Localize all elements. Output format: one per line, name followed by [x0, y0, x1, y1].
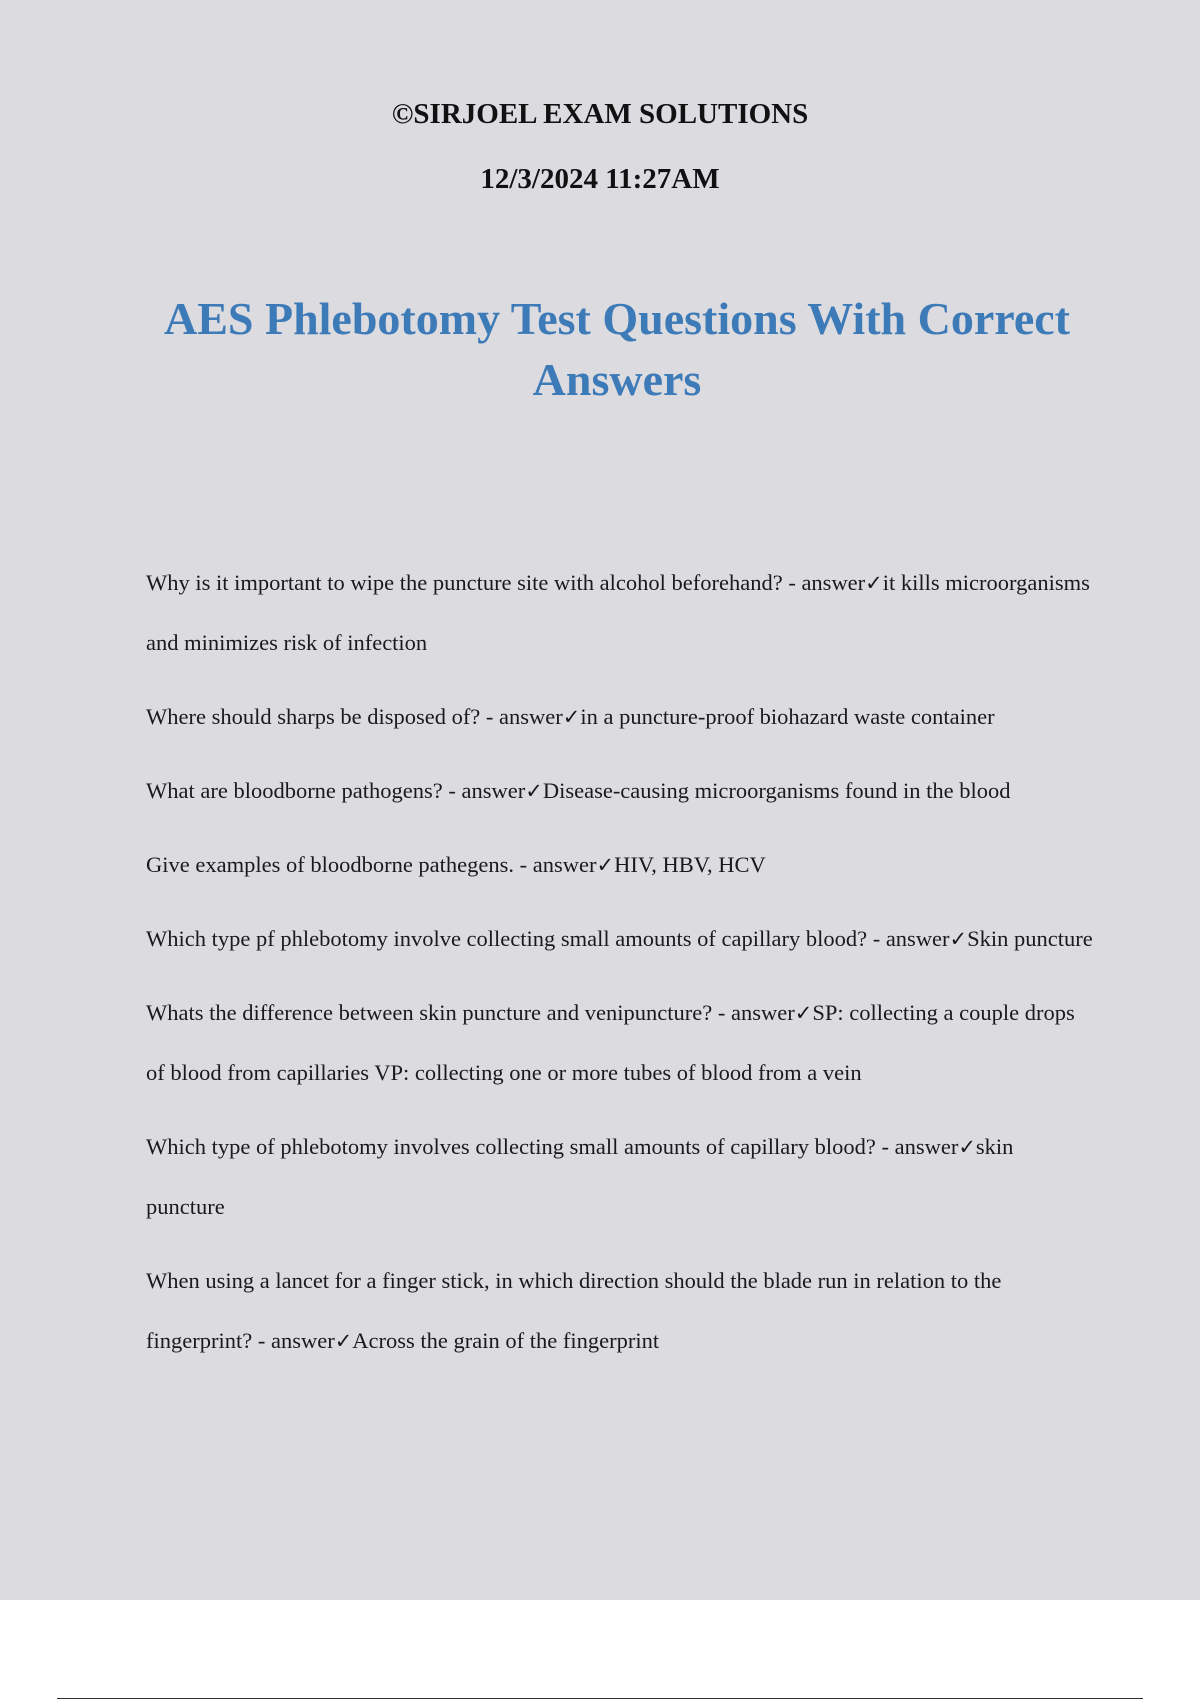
document-title: AES Phlebotomy Test Questions With Correct Answers: [163, 293, 1070, 405]
checkmark-icon: ✓: [334, 1329, 353, 1353]
checkmark-icon: ✓: [865, 571, 883, 595]
qa-item: [146, 909, 1096, 969]
qa-item: [146, 1251, 1096, 1371]
answer-text: HIV, HBV, HCV: [614, 852, 766, 877]
qa-item: [146, 983, 1096, 1103]
qa-item: [146, 553, 1096, 673]
checkmark-icon: ✓: [596, 853, 615, 877]
question-text: Which type of phlebotomy involves collecting small amounts of capillary blood?: [146, 1134, 876, 1159]
qa-item: [146, 687, 1096, 747]
document-timestamp: 12/3/2024 11:27AM: [480, 163, 720, 195]
answer-separator: - answer: [252, 1328, 335, 1353]
checkmark-icon: ✓: [794, 1001, 813, 1025]
answer-text: skin puncture: [146, 1134, 1014, 1219]
question-text: What are bloodborne pathogens?: [146, 778, 443, 803]
answer-separator: - answer: [480, 704, 563, 729]
checkmark-icon: ✓: [949, 927, 968, 951]
answer-text: in a puncture-proof biohazard waste container: [580, 704, 995, 729]
question-text: Give examples of bloodborne pathegens.: [146, 852, 515, 877]
qa-list: [146, 553, 1096, 1371]
answer-separator: - answer: [782, 570, 866, 595]
answer-separator: - answer: [514, 852, 597, 877]
question-text: Whats the difference between skin puncture and venipuncture?: [146, 1000, 713, 1025]
checkmark-icon: ✓: [525, 779, 543, 803]
qa-item: [146, 1117, 1096, 1237]
qa-item: [146, 761, 1096, 821]
answer-text: Across the grain of the fingerprint: [352, 1328, 660, 1353]
question-text: Which type pf phlebotomy involve collecting small amounts of capillary blood?: [146, 926, 868, 951]
question-text: Why is it important to wipe the puncture site with alcohol beforehand?: [146, 570, 783, 595]
answer-separator: - answer: [712, 1000, 795, 1025]
answer-separator: - answer: [867, 926, 950, 951]
question-text: Where should sharps be disposed of?: [146, 704, 481, 729]
answer-separator: - answer: [875, 1134, 959, 1159]
page-divider: [57, 1698, 1143, 1699]
checkmark-icon: ✓: [958, 1135, 976, 1159]
next-page-strip: [0, 1600, 1200, 1700]
answer-text: SP: collecting a couple drops of blood from capillaries VP: collecting one or more tubes of blood from a vein: [146, 1000, 1075, 1085]
answer-text: Skin puncture: [967, 926, 1093, 951]
question-text: When using a lancet for a finger stick, in which direction should the blade run in relation to the fingerprint?: [146, 1268, 1002, 1353]
answer-separator: - answer: [442, 778, 526, 803]
answer-text: Disease-causing microorganisms found in the blood: [542, 778, 1011, 803]
checkmark-icon: ✓: [562, 705, 581, 729]
answer-text: it kills microorganisms and minimizes risk of infection: [146, 570, 1090, 655]
brand-header: ©SIRJOEL EXAM SOLUTIONS: [391, 98, 809, 130]
qa-item: [146, 835, 1096, 895]
